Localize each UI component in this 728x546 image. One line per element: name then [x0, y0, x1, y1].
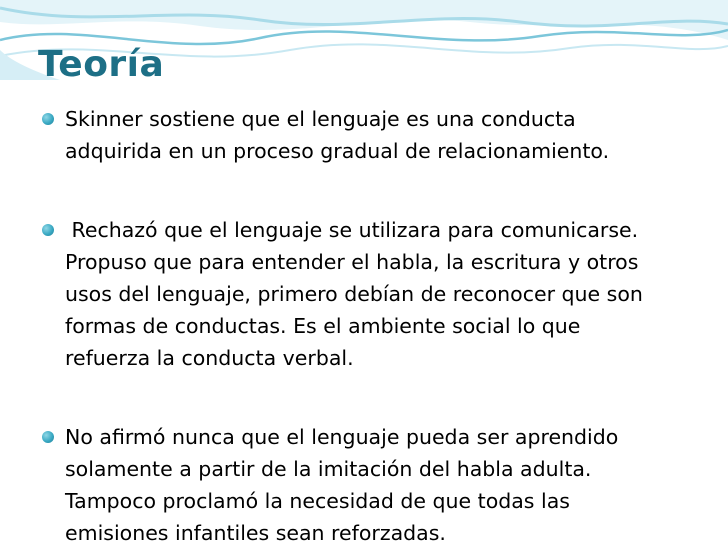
bullet-icon: [42, 431, 54, 443]
bullet-item: [42, 103, 702, 167]
bullet-text: [65, 103, 609, 167]
bullet-text-line: Tampoco proclamó la necesidad de que todas las: [65, 489, 570, 513]
slide-title: Teoría: [38, 44, 165, 85]
bullet-icon: [42, 224, 54, 236]
bullet-item: [42, 214, 702, 374]
bullet-text: [65, 421, 618, 546]
bullet-text-line: refuerza la conducta verbal.: [65, 346, 354, 370]
bullet-text-line: No afirmó nunca que el lenguaje pueda ser aprendido: [65, 425, 619, 449]
bullet-text-line: Rechazó que el lenguaje se utilizara para comunicarse.: [65, 218, 639, 242]
bullet-text-line: adquirida en un proceso gradual de relacionamiento.: [65, 139, 610, 163]
bullet-text: [65, 214, 643, 374]
bullet-icon: [42, 113, 54, 125]
bullet-text-line: solamente a partir de la imitación del habla adulta.: [65, 457, 592, 481]
bullet-item: [42, 421, 702, 546]
bullet-text-line: Skinner sostiene que el lenguaje es una conducta: [65, 107, 576, 131]
bullet-text-line: emisiones infantiles sean reforzadas.: [65, 521, 446, 545]
bullet-text-line: formas de conductas. Es el ambiente social lo que: [65, 314, 581, 338]
bullet-text-line: Propuso que para entender el habla, la escritura y otros: [65, 250, 639, 274]
bullet-text-line: usos del lenguaje, primero debían de reconocer que son: [65, 282, 643, 306]
